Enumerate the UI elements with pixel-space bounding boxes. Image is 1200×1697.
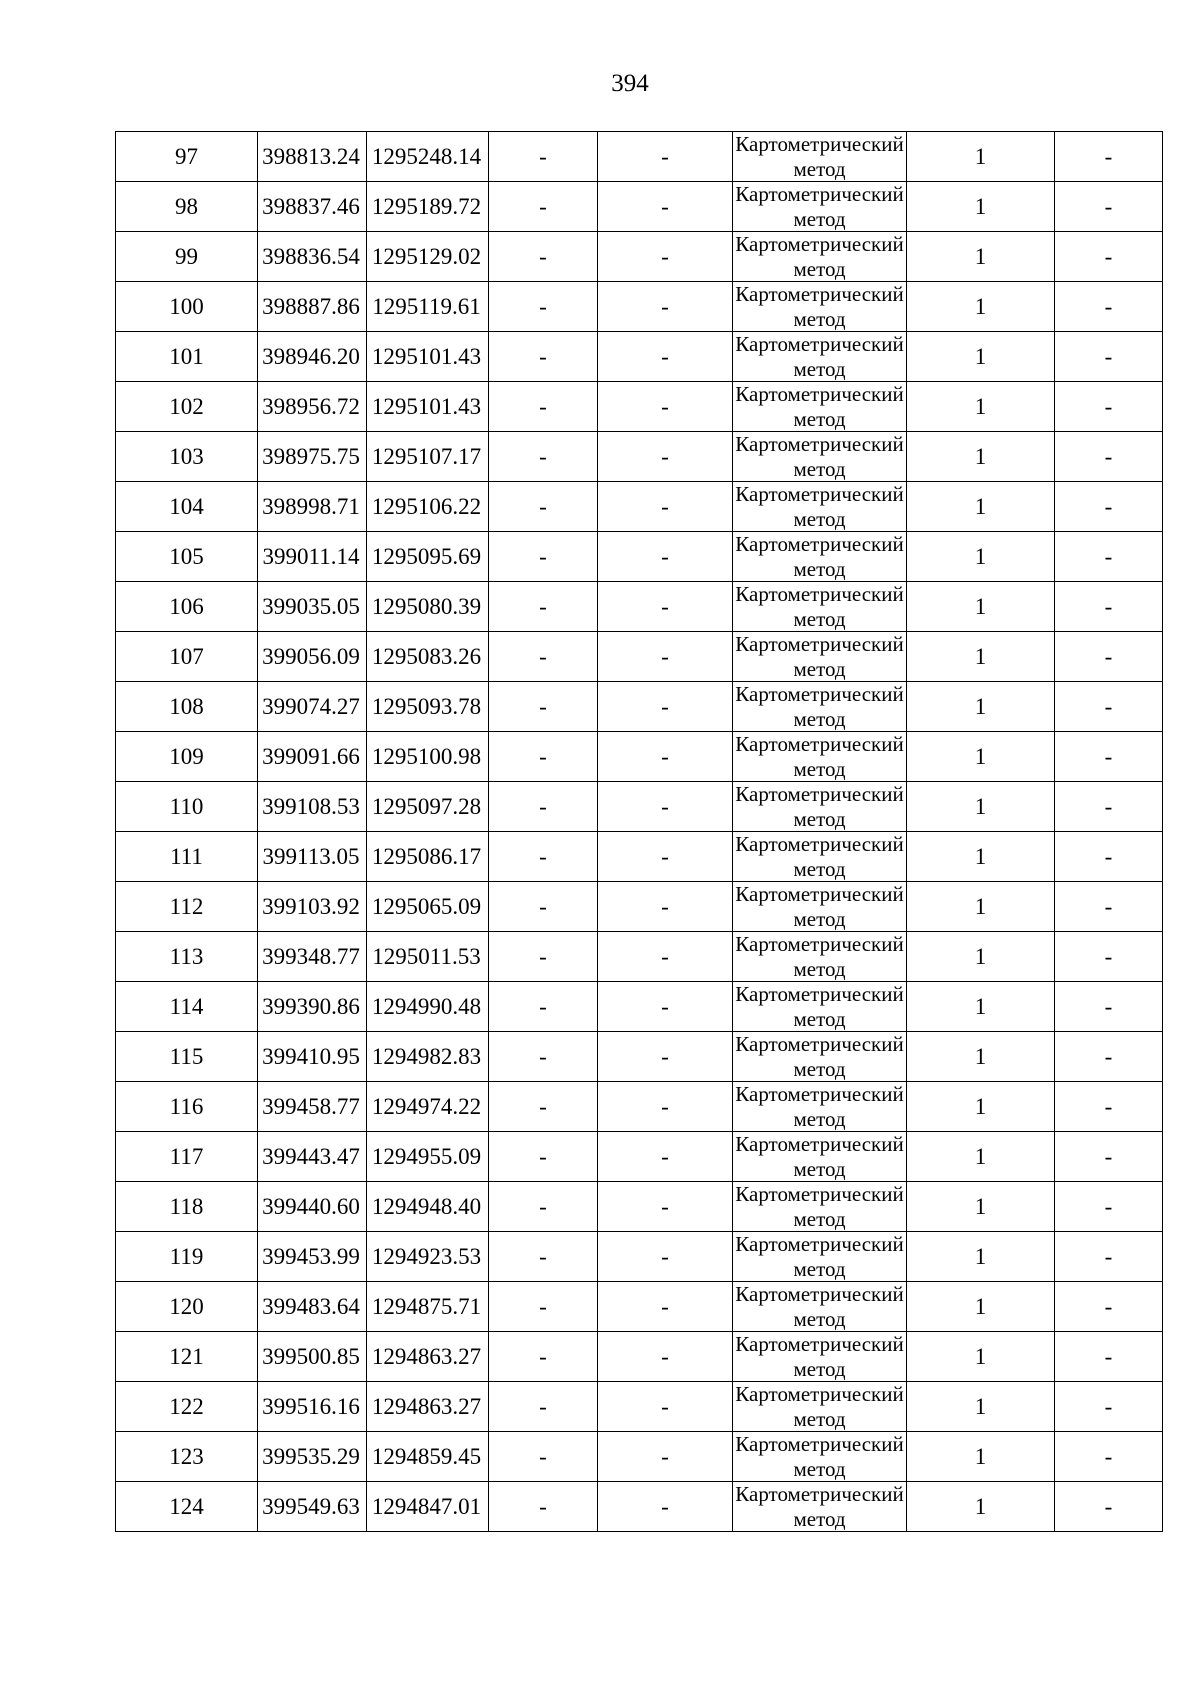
method-text: Картометрический метод [735, 282, 904, 331]
column-5-cell: - [598, 1132, 733, 1182]
method-text: Картометрический метод [735, 582, 904, 631]
table-row [116, 132, 1163, 182]
column-5-cell: - [598, 1482, 733, 1532]
column-8-cell: - [1055, 1032, 1163, 1082]
column-8-cell: - [1055, 332, 1163, 382]
x-coordinate-cell: 399410.95 [258, 1032, 367, 1082]
method-text: Картометрический метод [735, 832, 904, 881]
table-row [116, 1382, 1163, 1432]
column-4-cell: - [489, 432, 598, 482]
column-8-cell: - [1055, 1132, 1163, 1182]
x-coordinate-cell: 399549.63 [258, 1482, 367, 1532]
column-8-cell: - [1055, 1482, 1163, 1532]
column-7-cell: 1 [907, 132, 1055, 182]
y-coordinate-cell: 1295097.28 [367, 782, 489, 832]
y-coordinate-cell: 1295248.14 [367, 132, 489, 182]
method-text: Картометрический метод [735, 432, 904, 481]
column-7-cell: 1 [907, 982, 1055, 1032]
table-row [116, 182, 1163, 232]
method-cell [733, 1032, 907, 1082]
column-8-cell: - [1055, 632, 1163, 682]
y-coordinate-cell: 1295093.78 [367, 682, 489, 732]
method-text: Картометрический метод [735, 1032, 904, 1081]
table-row [116, 782, 1163, 832]
x-coordinate-cell: 398946.20 [258, 332, 367, 382]
column-8-cell: - [1055, 582, 1163, 632]
table-row [116, 682, 1163, 732]
x-coordinate-cell: 399348.77 [258, 932, 367, 982]
column-4-cell: - [489, 832, 598, 882]
column-4-cell: - [489, 532, 598, 582]
column-4-cell: - [489, 582, 598, 632]
table-row [116, 382, 1163, 432]
x-coordinate-cell: 399103.92 [258, 882, 367, 932]
point-number-cell: 98 [116, 182, 258, 232]
table-row [116, 1232, 1163, 1282]
table-row [116, 982, 1163, 1032]
method-cell [733, 1132, 907, 1182]
table-row [116, 1482, 1163, 1532]
column-4-cell: - [489, 132, 598, 182]
x-coordinate-cell: 399500.85 [258, 1332, 367, 1382]
column-4-cell: - [489, 982, 598, 1032]
method-cell [733, 782, 907, 832]
point-number-cell: 112 [116, 882, 258, 932]
method-cell [733, 732, 907, 782]
x-coordinate-cell: 399091.66 [258, 732, 367, 782]
point-number-cell: 118 [116, 1182, 258, 1232]
column-5-cell: - [598, 582, 733, 632]
table-row [116, 932, 1163, 982]
column-8-cell: - [1055, 132, 1163, 182]
column-7-cell: 1 [907, 1232, 1055, 1282]
column-8-cell: - [1055, 1332, 1163, 1382]
method-cell [733, 982, 907, 1032]
y-coordinate-cell: 1295011.53 [367, 932, 489, 982]
point-number-cell: 104 [116, 482, 258, 532]
column-8-cell: - [1055, 782, 1163, 832]
column-8-cell: - [1055, 232, 1163, 282]
x-coordinate-cell: 399453.99 [258, 1232, 367, 1282]
column-7-cell: 1 [907, 482, 1055, 532]
table-row [116, 482, 1163, 532]
x-coordinate-cell: 398813.24 [258, 132, 367, 182]
column-5-cell: - [598, 1432, 733, 1482]
column-5-cell: - [598, 382, 733, 432]
method-cell [733, 1082, 907, 1132]
column-5-cell: - [598, 132, 733, 182]
x-coordinate-cell: 399035.05 [258, 582, 367, 632]
column-8-cell: - [1055, 1432, 1163, 1482]
table-row [116, 432, 1163, 482]
column-4-cell: - [489, 1482, 598, 1532]
y-coordinate-cell: 1295129.02 [367, 232, 489, 282]
column-4-cell: - [489, 782, 598, 832]
method-cell [733, 832, 907, 882]
method-text: Картометрический метод [735, 732, 904, 781]
x-coordinate-cell: 399113.05 [258, 832, 367, 882]
x-coordinate-cell: 399390.86 [258, 982, 367, 1032]
column-4-cell: - [489, 1182, 598, 1232]
column-7-cell: 1 [907, 1382, 1055, 1432]
method-text: Картометрический метод [735, 232, 904, 281]
point-number-cell: 108 [116, 682, 258, 732]
x-coordinate-cell: 399535.29 [258, 1432, 367, 1482]
column-5-cell: - [598, 682, 733, 732]
column-4-cell: - [489, 1132, 598, 1182]
method-cell [733, 132, 907, 182]
point-number-cell: 107 [116, 632, 258, 682]
point-number-cell: 113 [116, 932, 258, 982]
table-row [116, 1282, 1163, 1332]
y-coordinate-cell: 1294863.27 [367, 1382, 489, 1432]
column-8-cell: - [1055, 882, 1163, 932]
y-coordinate-cell: 1295107.17 [367, 432, 489, 482]
column-4-cell: - [489, 932, 598, 982]
method-cell [733, 182, 907, 232]
column-7-cell: 1 [907, 332, 1055, 382]
column-8-cell: - [1055, 982, 1163, 1032]
x-coordinate-cell: 399458.77 [258, 1082, 367, 1132]
method-text: Картометрический метод [735, 932, 904, 981]
method-text: Картометрический метод [735, 882, 904, 931]
column-8-cell: - [1055, 482, 1163, 532]
y-coordinate-cell: 1294923.53 [367, 1232, 489, 1282]
method-text: Картометрический метод [735, 1082, 904, 1131]
column-7-cell: 1 [907, 1182, 1055, 1232]
point-number-cell: 110 [116, 782, 258, 832]
column-4-cell: - [489, 232, 598, 282]
y-coordinate-cell: 1294982.83 [367, 1032, 489, 1082]
y-coordinate-cell: 1295189.72 [367, 182, 489, 232]
column-4-cell: - [489, 332, 598, 382]
y-coordinate-cell: 1295106.22 [367, 482, 489, 532]
column-5-cell: - [598, 882, 733, 932]
method-text: Картометрический метод [735, 982, 904, 1031]
point-number-cell: 124 [116, 1482, 258, 1532]
column-7-cell: 1 [907, 832, 1055, 882]
column-4-cell: - [489, 632, 598, 682]
table-row [116, 282, 1163, 332]
table-row [116, 1082, 1163, 1132]
x-coordinate-cell: 399440.60 [258, 1182, 367, 1232]
x-coordinate-cell: 399056.09 [258, 632, 367, 682]
column-7-cell: 1 [907, 432, 1055, 482]
column-5-cell: - [598, 1382, 733, 1432]
column-5-cell: - [598, 1032, 733, 1082]
column-5-cell: - [598, 1182, 733, 1232]
method-text: Картометрический метод [735, 182, 904, 231]
table-row [116, 1132, 1163, 1182]
column-5-cell: - [598, 1282, 733, 1332]
column-4-cell: - [489, 1332, 598, 1382]
y-coordinate-cell: 1295100.98 [367, 732, 489, 782]
x-coordinate-cell: 398956.72 [258, 382, 367, 432]
column-5-cell: - [598, 282, 733, 332]
table-row [116, 532, 1163, 582]
point-number-cell: 103 [116, 432, 258, 482]
method-cell [733, 1432, 907, 1482]
x-coordinate-cell: 398836.54 [258, 232, 367, 282]
column-7-cell: 1 [907, 882, 1055, 932]
method-cell [733, 282, 907, 332]
y-coordinate-cell: 1295065.09 [367, 882, 489, 932]
method-text: Картометрический метод [735, 132, 904, 181]
point-number-cell: 120 [116, 1282, 258, 1332]
page-number: 394 [611, 70, 649, 97]
column-7-cell: 1 [907, 1432, 1055, 1482]
coordinates-table [115, 131, 1163, 1532]
y-coordinate-cell: 1295119.61 [367, 282, 489, 332]
column-4-cell: - [489, 382, 598, 432]
column-5-cell: - [598, 332, 733, 382]
column-5-cell: - [598, 432, 733, 482]
table-row [116, 1182, 1163, 1232]
method-cell [733, 882, 907, 932]
column-8-cell: - [1055, 682, 1163, 732]
column-7-cell: 1 [907, 282, 1055, 332]
method-text: Картометрический метод [735, 1332, 904, 1381]
column-4-cell: - [489, 182, 598, 232]
column-8-cell: - [1055, 1182, 1163, 1232]
column-4-cell: - [489, 682, 598, 732]
table-row [116, 832, 1163, 882]
y-coordinate-cell: 1294863.27 [367, 1332, 489, 1382]
column-4-cell: - [489, 882, 598, 932]
column-4-cell: - [489, 482, 598, 532]
column-8-cell: - [1055, 282, 1163, 332]
column-8-cell: - [1055, 382, 1163, 432]
column-7-cell: 1 [907, 1082, 1055, 1132]
column-5-cell: - [598, 632, 733, 682]
y-coordinate-cell: 1294859.45 [367, 1432, 489, 1482]
column-8-cell: - [1055, 732, 1163, 782]
x-coordinate-cell: 399443.47 [258, 1132, 367, 1182]
column-7-cell: 1 [907, 1482, 1055, 1532]
method-text: Картометрический метод [735, 1132, 904, 1181]
y-coordinate-cell: 1295086.17 [367, 832, 489, 882]
point-number-cell: 115 [116, 1032, 258, 1082]
column-5-cell: - [598, 232, 733, 282]
method-cell [733, 382, 907, 432]
method-cell [733, 932, 907, 982]
method-cell [733, 432, 907, 482]
column-4-cell: - [489, 1432, 598, 1482]
method-text: Картометрический метод [735, 532, 904, 581]
method-text: Картометрический метод [735, 1282, 904, 1331]
column-4-cell: - [489, 1232, 598, 1282]
column-5-cell: - [598, 932, 733, 982]
table-row [116, 582, 1163, 632]
method-cell [733, 1332, 907, 1382]
method-text: Картометрический метод [735, 1182, 904, 1231]
y-coordinate-cell: 1295080.39 [367, 582, 489, 632]
y-coordinate-cell: 1294948.40 [367, 1182, 489, 1232]
x-coordinate-cell: 399011.14 [258, 532, 367, 582]
point-number-cell: 117 [116, 1132, 258, 1182]
table-row [116, 232, 1163, 282]
method-cell [733, 1282, 907, 1332]
column-4-cell: - [489, 282, 598, 332]
column-8-cell: - [1055, 832, 1163, 882]
column-4-cell: - [489, 1382, 598, 1432]
table-row [116, 1432, 1163, 1482]
point-number-cell: 111 [116, 832, 258, 882]
y-coordinate-cell: 1295101.43 [367, 332, 489, 382]
point-number-cell: 123 [116, 1432, 258, 1482]
point-number-cell: 122 [116, 1382, 258, 1432]
method-text: Картометрический метод [735, 1432, 904, 1481]
method-cell [733, 332, 907, 382]
x-coordinate-cell: 399074.27 [258, 682, 367, 732]
method-text: Картометрический метод [735, 1232, 904, 1281]
column-7-cell: 1 [907, 732, 1055, 782]
method-cell [733, 1232, 907, 1282]
x-coordinate-cell: 399483.64 [258, 1282, 367, 1332]
column-5-cell: - [598, 532, 733, 582]
method-text: Картометрический метод [735, 482, 904, 531]
point-number-cell: 114 [116, 982, 258, 1032]
column-4-cell: - [489, 1082, 598, 1132]
column-8-cell: - [1055, 532, 1163, 582]
column-5-cell: - [598, 782, 733, 832]
method-cell [733, 532, 907, 582]
column-7-cell: 1 [907, 1032, 1055, 1082]
table-row [116, 332, 1163, 382]
method-text: Картометрический метод [735, 1382, 904, 1431]
column-7-cell: 1 [907, 232, 1055, 282]
column-7-cell: 1 [907, 582, 1055, 632]
method-cell [733, 682, 907, 732]
method-cell [733, 1182, 907, 1232]
column-7-cell: 1 [907, 682, 1055, 732]
method-text: Картометрический метод [735, 782, 904, 831]
column-5-cell: - [598, 982, 733, 1032]
method-text: Картометрический метод [735, 382, 904, 431]
y-coordinate-cell: 1295095.69 [367, 532, 489, 582]
column-5-cell: - [598, 182, 733, 232]
column-5-cell: - [598, 832, 733, 882]
method-cell [733, 582, 907, 632]
x-coordinate-cell: 399108.53 [258, 782, 367, 832]
y-coordinate-cell: 1294990.48 [367, 982, 489, 1032]
y-coordinate-cell: 1294875.71 [367, 1282, 489, 1332]
point-number-cell: 121 [116, 1332, 258, 1382]
method-cell [733, 232, 907, 282]
column-5-cell: - [598, 1082, 733, 1132]
column-7-cell: 1 [907, 182, 1055, 232]
column-8-cell: - [1055, 182, 1163, 232]
column-8-cell: - [1055, 1282, 1163, 1332]
method-text: Картометрический метод [735, 332, 904, 381]
point-number-cell: 101 [116, 332, 258, 382]
column-7-cell: 1 [907, 382, 1055, 432]
column-7-cell: 1 [907, 1132, 1055, 1182]
column-8-cell: - [1055, 1232, 1163, 1282]
x-coordinate-cell: 398837.46 [258, 182, 367, 232]
table-body [116, 132, 1163, 1532]
table-row [116, 1032, 1163, 1082]
point-number-cell: 106 [116, 582, 258, 632]
point-number-cell: 119 [116, 1232, 258, 1282]
column-4-cell: - [489, 1282, 598, 1332]
point-number-cell: 99 [116, 232, 258, 282]
y-coordinate-cell: 1294974.22 [367, 1082, 489, 1132]
method-cell [733, 632, 907, 682]
table-row [116, 632, 1163, 682]
column-8-cell: - [1055, 1082, 1163, 1132]
method-text: Картометрический метод [735, 632, 904, 681]
column-7-cell: 1 [907, 1282, 1055, 1332]
point-number-cell: 102 [116, 382, 258, 432]
column-8-cell: - [1055, 1382, 1163, 1432]
method-cell [733, 1382, 907, 1432]
column-7-cell: 1 [907, 782, 1055, 832]
column-8-cell: - [1055, 432, 1163, 482]
y-coordinate-cell: 1295101.43 [367, 382, 489, 432]
column-7-cell: 1 [907, 632, 1055, 682]
point-number-cell: 100 [116, 282, 258, 332]
point-number-cell: 109 [116, 732, 258, 782]
y-coordinate-cell: 1295083.26 [367, 632, 489, 682]
x-coordinate-cell: 398887.86 [258, 282, 367, 332]
x-coordinate-cell: 399516.16 [258, 1382, 367, 1432]
column-7-cell: 1 [907, 1332, 1055, 1382]
point-number-cell: 116 [116, 1082, 258, 1132]
column-8-cell: - [1055, 932, 1163, 982]
method-text: Картометрический метод [735, 682, 904, 731]
column-4-cell: - [489, 732, 598, 782]
table-row [116, 1332, 1163, 1382]
point-number-cell: 105 [116, 532, 258, 582]
y-coordinate-cell: 1294955.09 [367, 1132, 489, 1182]
point-number-cell: 97 [116, 132, 258, 182]
method-text: Картометрический метод [735, 1482, 904, 1531]
method-cell [733, 1482, 907, 1532]
column-7-cell: 1 [907, 932, 1055, 982]
x-coordinate-cell: 398998.71 [258, 482, 367, 532]
y-coordinate-cell: 1294847.01 [367, 1482, 489, 1532]
column-5-cell: - [598, 732, 733, 782]
column-7-cell: 1 [907, 532, 1055, 582]
column-5-cell: - [598, 1332, 733, 1382]
table-row [116, 882, 1163, 932]
column-5-cell: - [598, 482, 733, 532]
method-cell [733, 482, 907, 532]
table-row [116, 732, 1163, 782]
column-5-cell: - [598, 1232, 733, 1282]
column-4-cell: - [489, 1032, 598, 1082]
x-coordinate-cell: 398975.75 [258, 432, 367, 482]
